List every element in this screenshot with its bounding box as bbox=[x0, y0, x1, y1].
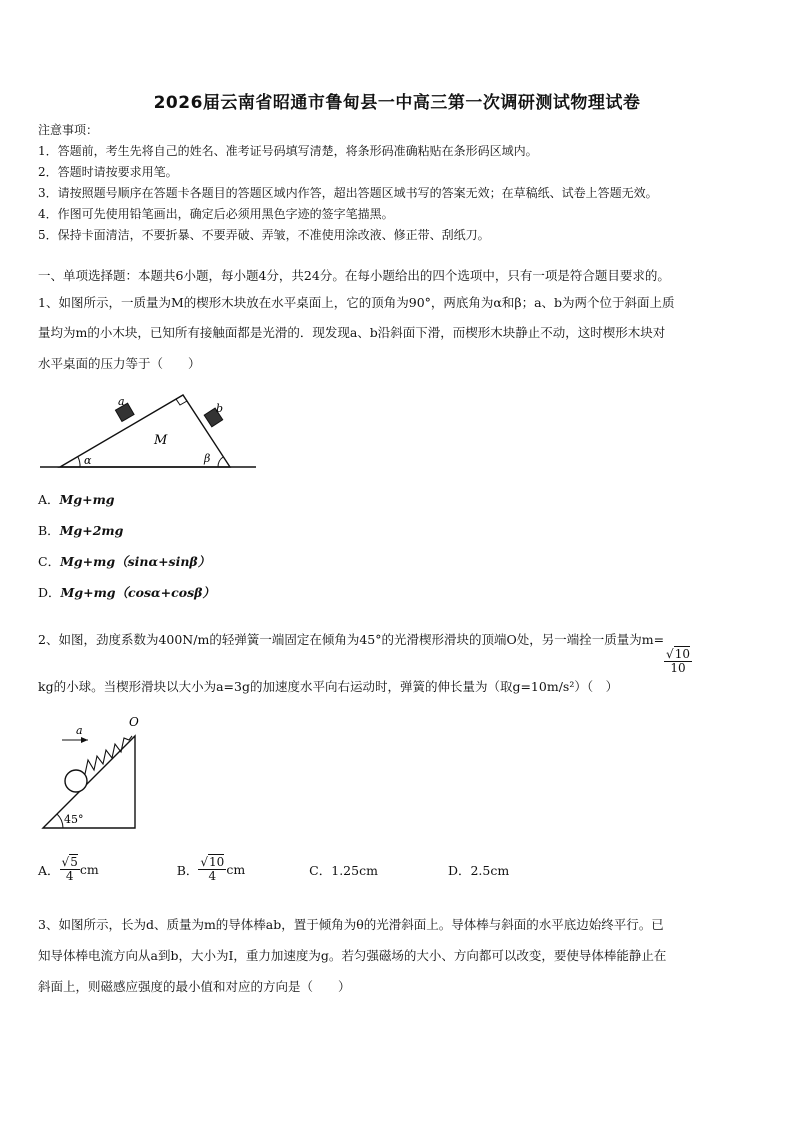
q2-text-line2: kg的小球。当楔形滑块以大小为a=3g的加速度水平向右运动时，弹簧的伸长量为（取g=10m/s²）（ ） bbox=[38, 679, 619, 694]
q1-text-line2: 量均为m的小木块，已知所有接触面都是光滑的．现发现a、b沿斜面下滑，而楔形木块静止不动，这时楔形木块对 bbox=[38, 325, 666, 340]
q3-text-line1: 3、如图所示，长为d、质量为m的导体棒ab，置于倾角为θ的光滑斜面上。导体棒与斜面的水平底边始终平行。已 bbox=[38, 917, 664, 932]
q2-option-a-label: A． bbox=[38, 862, 60, 878]
q1-label-alpha: α bbox=[84, 454, 92, 467]
q2-option-a-unit: cm bbox=[79, 862, 99, 878]
q2-option-b-num: 10 bbox=[209, 855, 225, 869]
q3-text-line2: 知导体棒电流方向从a到b，大小为I，重力加速度为g。若匀强磁场的大小、方向都可以改变，要使导体棒能静止在 bbox=[38, 948, 667, 963]
q1-option-a[interactable] bbox=[38, 490, 115, 508]
q1-option-a-text: Mg+mg bbox=[59, 492, 115, 507]
q1-option-b[interactable] bbox=[38, 521, 123, 539]
q1-option-c-text: Mg+mg（sinα+sinβ） bbox=[60, 554, 211, 569]
q2-option-c-label: C． bbox=[309, 862, 332, 878]
q2-option-b-unit: cm bbox=[226, 862, 246, 878]
q2-text-line1-main: 2、如图，劲度系数为400N/m的轻弹簧一端固定在倾角为45°的光滑楔形滑块的顶端O处，另一端拴一质量为m= bbox=[38, 632, 665, 647]
q1-label-a: a bbox=[118, 395, 125, 408]
q2-mass-den: 10 bbox=[670, 661, 686, 676]
notice-item: 4．作图可先使用铅笔画出，确定后必须用黑色字迹的签字笔描黑。 bbox=[38, 207, 394, 221]
q2-label-angle: 45° bbox=[64, 813, 84, 826]
notice-item: 1．答题前，考生先将自己的姓名、准考证号码填写清楚，将条形码准确粘贴在条形码区域内。 bbox=[38, 144, 538, 158]
notice-heading: 注意事项： bbox=[38, 123, 99, 137]
q2-option-b-den: 4 bbox=[208, 869, 217, 884]
q2-option-a[interactable] bbox=[38, 856, 99, 883]
q2-option-a-den: 4 bbox=[65, 869, 74, 884]
q1-option-d-label: D． bbox=[38, 585, 61, 600]
q2-option-c[interactable] bbox=[309, 861, 378, 879]
q1-label-M: M bbox=[154, 433, 168, 448]
q1-text-line3: 水平桌面的压力等于（ ） bbox=[38, 356, 201, 371]
q2-option-b[interactable] bbox=[177, 856, 245, 883]
q2-text-line1 bbox=[38, 630, 692, 675]
q2-option-d[interactable] bbox=[448, 861, 509, 879]
q2-option-d-label: D． bbox=[447, 862, 471, 878]
notice-item: 5．保持卡面清洁，不要折暴、不要弄破、弄皱，不准使用涂改液、修正带、刮纸刀。 bbox=[38, 228, 490, 242]
q1-option-d-text: Mg+mg（cosα+cosβ） bbox=[60, 585, 215, 600]
q2-mass-fraction: $\frac{√10}{10}$ bbox=[666, 647, 690, 676]
q2-incline-spring-figure bbox=[38, 712, 158, 832]
q1-label-beta: β bbox=[204, 452, 211, 465]
q1-label-b: b bbox=[216, 402, 224, 415]
q1-option-a-label: A． bbox=[38, 492, 60, 507]
q3-text-line3: 斜面上，则磁感应强度的最小值和对应的方向是（ ） bbox=[38, 979, 351, 994]
q2-option-b-label: B． bbox=[176, 862, 199, 878]
q2-mass-num: 10 bbox=[674, 647, 690, 661]
q2-options bbox=[38, 856, 509, 883]
q2-option-d-text: 2.5cm bbox=[470, 862, 510, 878]
q2-option-b-fraction: $\frac{√10}{4}$ bbox=[200, 855, 225, 884]
q2-option-c-text: 1.25cm bbox=[331, 862, 378, 878]
q2-label-a: a bbox=[76, 724, 83, 737]
section-heading: 一、单项选择题：本题共6小题，每小题4分，共24分。在每小题给出的四个选项中，只有一项是符合题目要求的。 bbox=[38, 268, 670, 283]
q1-option-c[interactable] bbox=[38, 552, 210, 570]
notice-item: 3．请按照题号顺序在答题卡各题目的答题区域内作答，超出答题区域书写的答案无效；在草稿纸、试卷上答题无效。 bbox=[38, 186, 658, 200]
q1-option-c-label: C． bbox=[38, 554, 61, 569]
notice-item: 2．答题时请按要求用笔。 bbox=[38, 165, 178, 179]
q2-option-a-num: 5 bbox=[70, 855, 78, 869]
q2-label-O: O bbox=[129, 715, 139, 729]
q2-option-a-fraction: $\frac{√5}{4}$ bbox=[61, 855, 78, 884]
q1-text-line1: 1、如图所示，一质量为M的楔形木块放在水平桌面上，它的顶角为90°，两底角为α和β；a、b为两个位于斜面上质 bbox=[38, 295, 675, 310]
exam-title: 2026届云南省昭通市鲁甸县一中高三第一次调研测试物理试卷 bbox=[153, 93, 641, 113]
q1-option-b-label: B． bbox=[38, 523, 60, 538]
q1-option-d[interactable] bbox=[38, 583, 215, 601]
q1-wedge-figure bbox=[38, 388, 260, 474]
q1-option-b-text: Mg+2mg bbox=[59, 523, 124, 538]
